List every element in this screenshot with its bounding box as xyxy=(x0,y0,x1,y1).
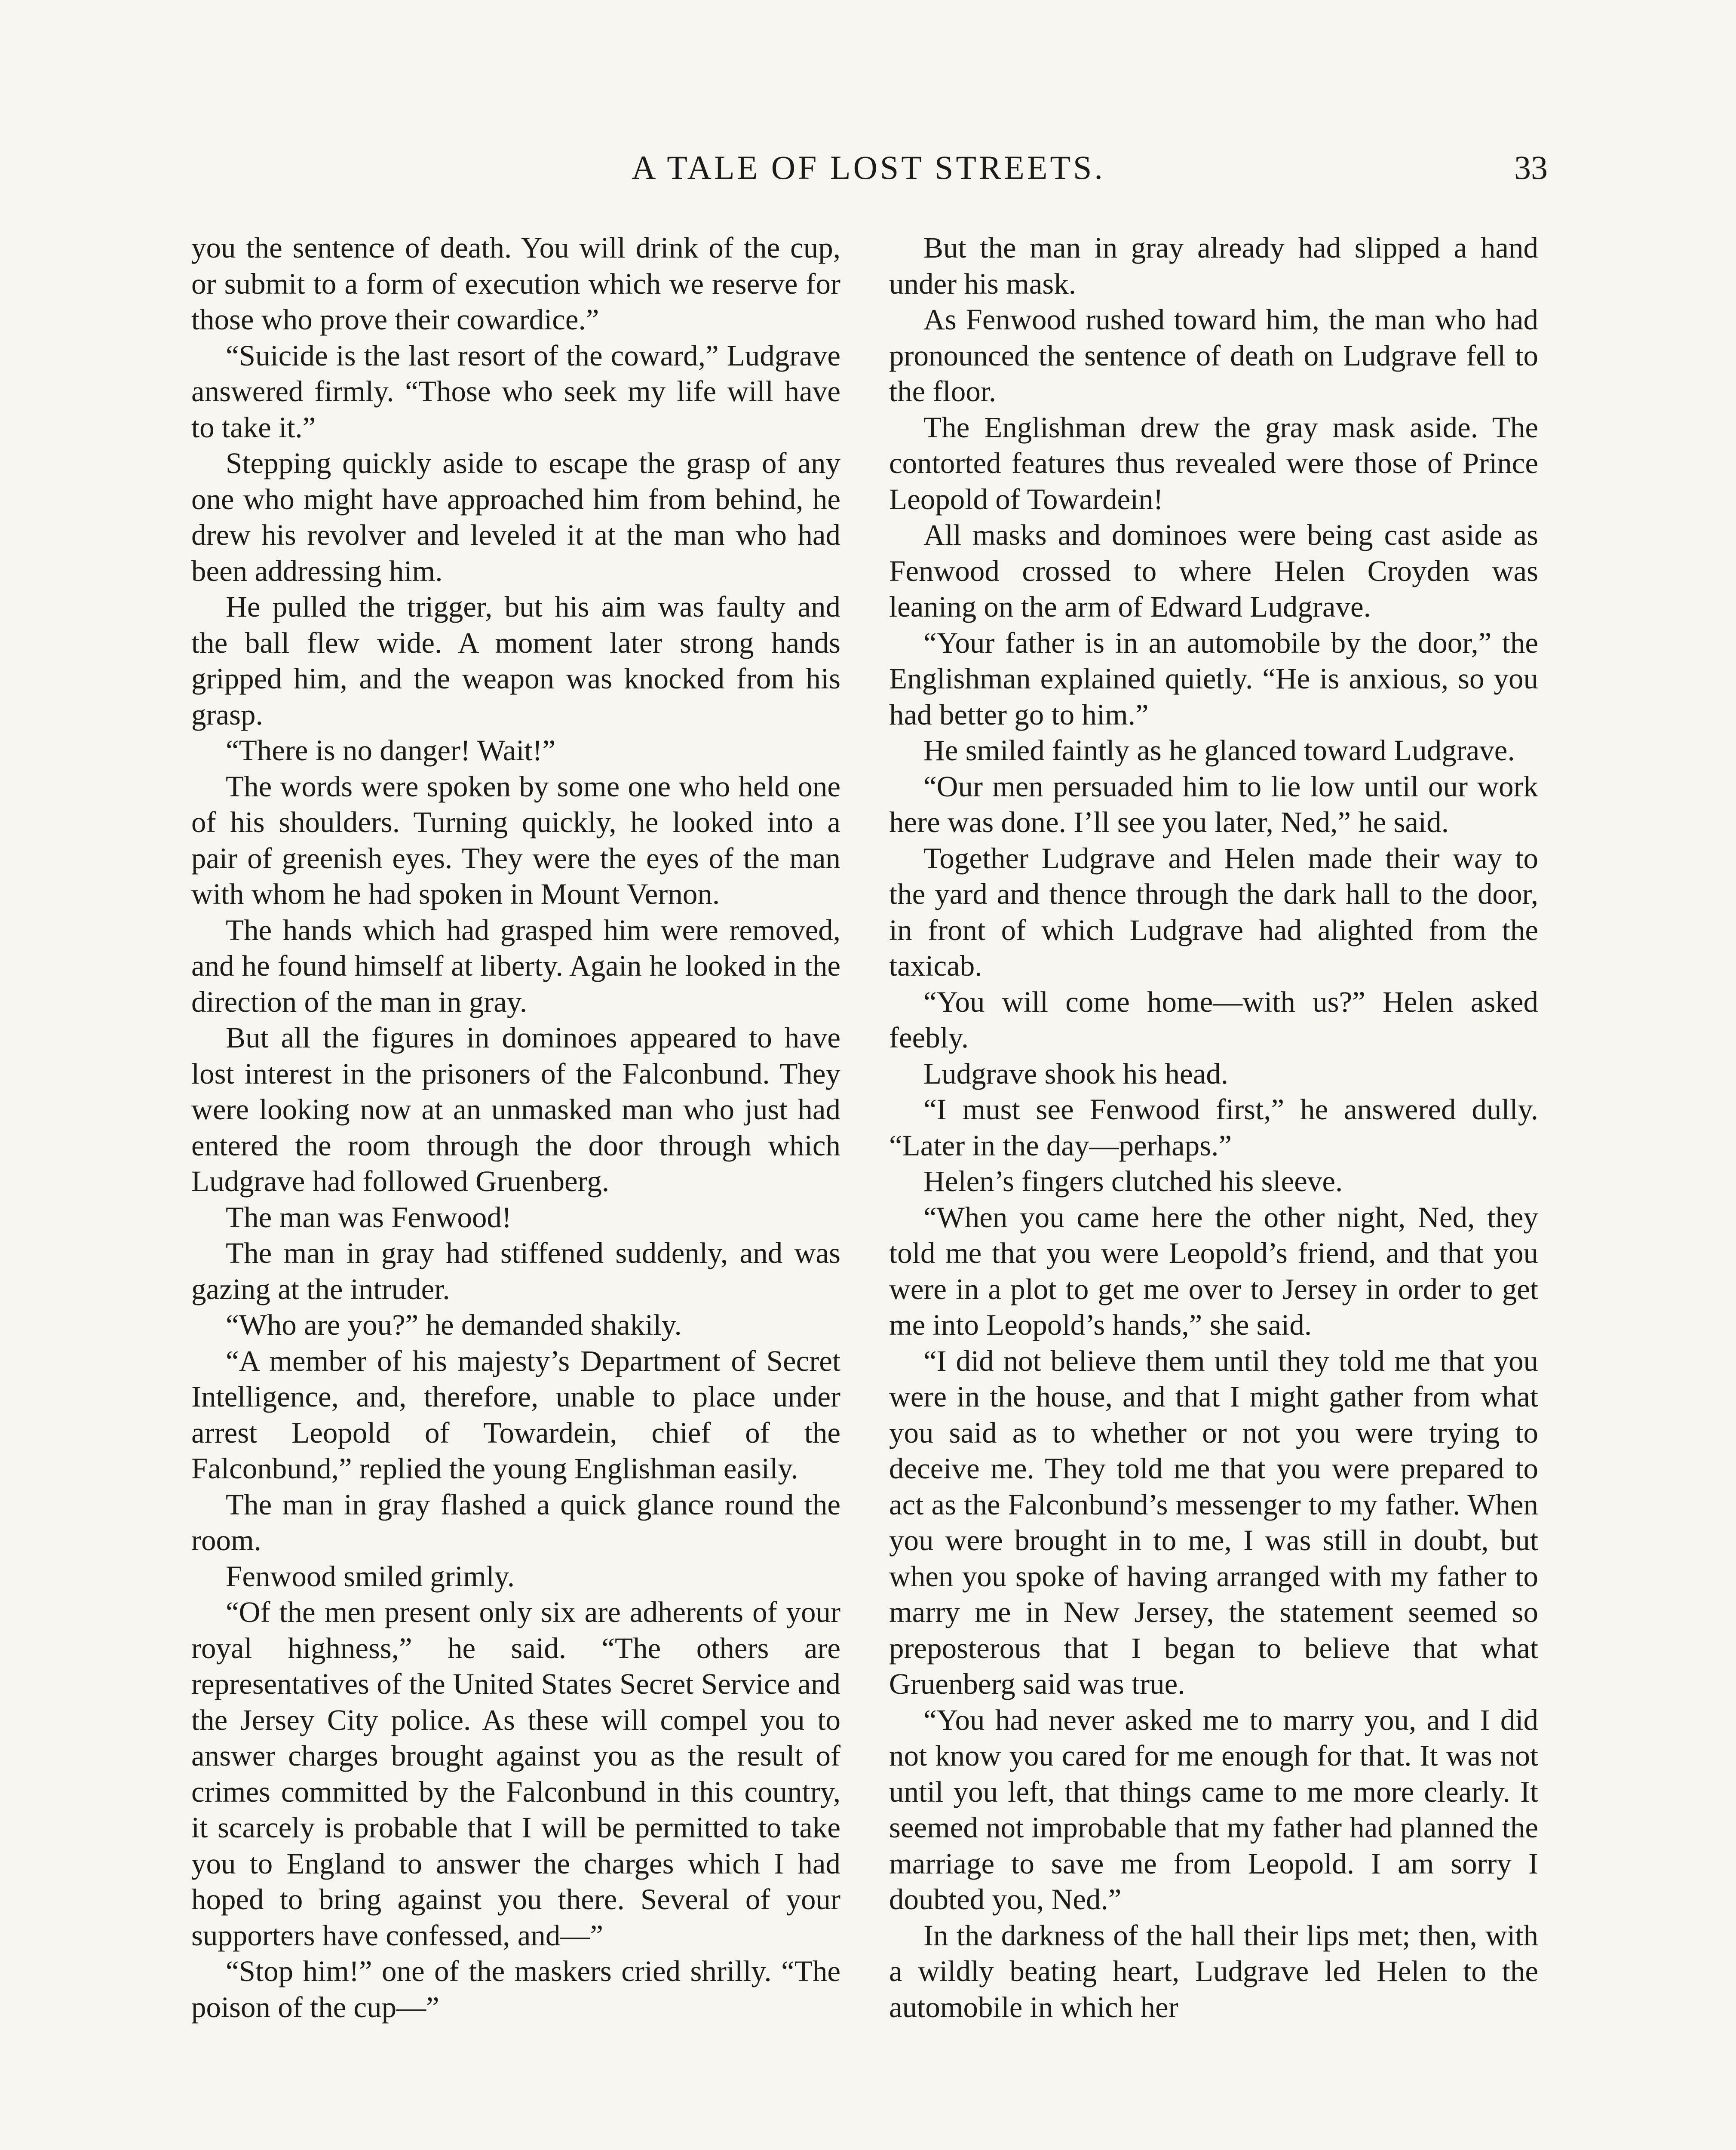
paragraph: The words were spoken by some one who held one of his shoulders. Turning quickly, he looked into a pair of greenish eyes. They were the eyes of the man with whom he had spoken in Mount Vernon. xyxy=(191,770,840,910)
page-number: 33 xyxy=(1514,149,1548,186)
paragraph: The man was Fenwood! xyxy=(226,1201,512,1234)
paragraph: “There is no danger! Wait!” xyxy=(226,734,556,767)
paragraph: “When you came here the other night, Ned, they told me that you were Leopold’s friend, and that you were in a plot to get me over to Jersey in order to get me into Leopold’s hands,” she said. xyxy=(889,1201,1538,1341)
paragraph: “You will come home—with us?” Helen asked feebly. xyxy=(889,985,1538,1054)
paragraph: “Who are you?” he demanded shakily. xyxy=(226,1308,682,1341)
paragraph: you the sentence of death. You will drink of the cup, or submit to a form of execution which we reserve for those who prove their cowardice.” xyxy=(191,231,840,336)
paragraph: The hands which had grasped him were removed, and he found himself at liberty. Again he looked in the direction of the man in gray. xyxy=(191,913,840,1018)
paragraph: “You had never asked me to marry you, and I did not know you cared for me enough for that. It was not until you left, that things came to me more clearly. It seemed not improbable that my father had planned the marriage to save me from Leopold. I am sorry I doubted you, Ned.” xyxy=(889,1703,1538,1916)
paragraph: Fenwood smiled grimly. xyxy=(226,1560,515,1593)
paragraph: “Your father is in an automobile by the door,” the Englishman explained quietly. “He is anxious, so you had better go to him.” xyxy=(889,626,1538,731)
paragraph: The man in gray flashed a quick glance round the room. xyxy=(191,1488,840,1557)
running-title: A TALE OF LOST STREETS. xyxy=(632,149,1105,186)
paragraph: “I must see Fenwood first,” he answered dully. “Later in the day—perhaps.” xyxy=(889,1093,1538,1162)
paragraph: “I did not believe them until they told me that you were in the house, and that I might gather from what you said as to whether or not you were trying to deceive me. They told me that you were prepared to act as the Falconbund’s messenger to my father. When you were brought in to me, I was still in doubt, but when you spoke of having arranged with my father to marry me in New Jersey, the statement seemed so preposterous that I began to believe that what Gruenberg said was true. xyxy=(889,1344,1538,1700)
right-text-column xyxy=(889,230,1538,2025)
paragraph: Ludgrave shook his head. xyxy=(923,1057,1229,1090)
paragraph: “A member of his majesty’s Department of Secret Intelligence, and, therefore, unable to place under arrest Leopold of Towardein, chief of the Falconbund,” replied the young Englishman easily. xyxy=(191,1344,840,1485)
paragraph: Together Ludgrave and Helen made their way to the yard and thence through the dark hall to the door, in front of which Ludgrave had alighted from the taxicab. xyxy=(889,842,1538,982)
paragraph: But all the figures in dominoes appeared to have lost interest in the prisoners of the Falconbund. They were looking now at an unmasked man who just had entered the room through the door through which Ludgrave had followed Gruenberg. xyxy=(191,1021,840,1198)
paragraph: The Englishman drew the gray mask aside. The contorted features thus revealed were those of Prince Leopold of Towardein! xyxy=(889,411,1538,516)
paragraph: As Fenwood rushed toward him, the man who had pronounced the sentence of death on Ludgrave fell to the floor. xyxy=(889,303,1538,408)
left-text-column xyxy=(191,230,840,2025)
paragraph: “Of the men present only six are adherents of your royal highness,” he said. “The others are representatives of the United States Secret Service and the Jersey City police. As these will compel you to answer charges brought against you as the result of crimes committed by the Falconbund in this country, it scarcely is probable that I will be permitted to take you to England to answer the charges which I had hoped to bring against you there. Several of your supporters have confessed, and—” xyxy=(191,1596,840,1952)
paragraph: Helen’s fingers clutched his sleeve. xyxy=(923,1165,1343,1198)
paragraph: But the man in gray already had slipped a hand under his mask. xyxy=(889,231,1538,300)
paragraph: “Stop him!” one of the maskers cried shrilly. “The poison of the cup—” xyxy=(191,1955,840,2024)
paragraph: He pulled the trigger, but his aim was faulty and the ball flew wide. A moment later strong hands gripped him, and the weapon was knocked from his grasp. xyxy=(191,590,840,731)
paragraph: “Our men persuaded him to lie low until our work here was done. I’ll see you later, Ned,” he said. xyxy=(889,770,1538,838)
paragraph: “Suicide is the last resort of the coward,” Ludgrave answered firmly. “Those who seek my life will have to take it.” xyxy=(191,339,840,444)
paragraph: In the darkness of the hall their lips met; then, with a wildly beating heart, Ludgrave led Helen to the automobile in which her xyxy=(889,1919,1538,2024)
paragraph: The man in gray had stiffened suddenly, and was gazing at the intruder. xyxy=(191,1237,840,1305)
paragraph: Stepping quickly aside to escape the grasp of any one who might have approached him from behind, he drew his revolver and leveled it at the man who had been addressing him. xyxy=(191,447,840,587)
paragraph: All masks and dominoes were being cast aside as Fenwood crossed to where Helen Croyden was leaning on the arm of Edward Ludgrave. xyxy=(889,519,1538,623)
page-header xyxy=(189,142,1548,194)
paragraph: He smiled faintly as he glanced toward Ludgrave. xyxy=(923,734,1515,767)
